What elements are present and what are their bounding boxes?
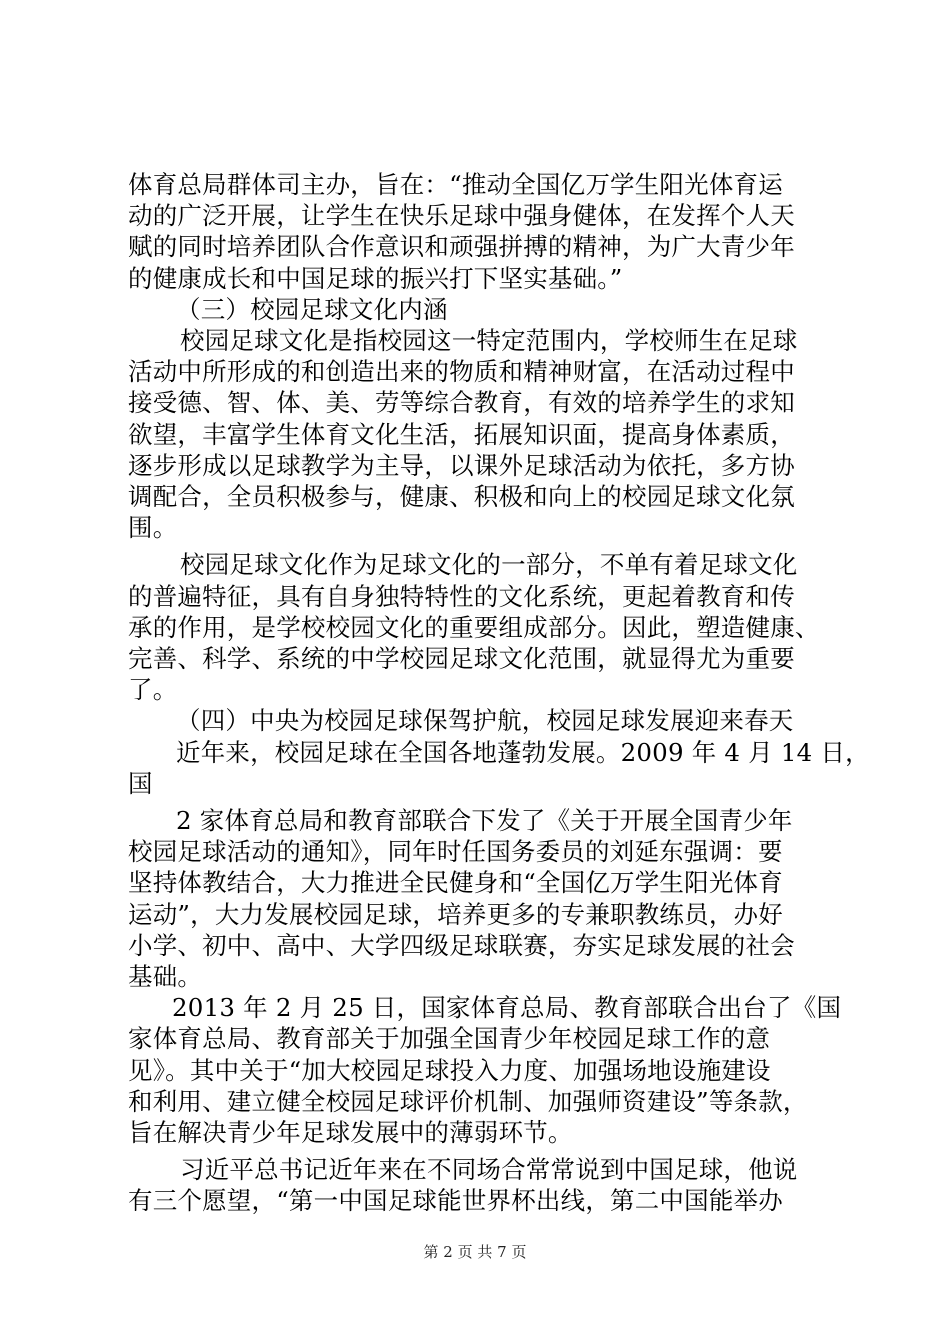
text-line: 坚持体教结合，大力推进全民健身和“全国亿万学生阳光体育 xyxy=(128,868,783,897)
text-line: 逐步形成以足球教学为主导，以课外足球活动为依托，多方协 xyxy=(128,451,795,480)
text-line: 接受德、智、体、美、劳等综合教育，有效的培养学生的求知 xyxy=(128,388,795,417)
text-line: 围。 xyxy=(128,513,178,542)
text-line: 2 家体育总局和教育部联合下发了《关于开展全国青少年 xyxy=(176,806,793,835)
text-line: 动的广泛开展，让学生在快乐足球中强身健体，在发挥个人天 xyxy=(128,201,795,230)
text-line: 活动中所形成的和创造出来的物质和精神财富，在活动过程中 xyxy=(128,357,795,386)
text-line: 国 xyxy=(128,769,153,798)
text-line: 了。 xyxy=(128,675,178,704)
text-line: 调配合，全员积极参与，健康、积极和向上的校园足球文化氛 xyxy=(128,482,795,511)
text-line: 习近平总书记近年来在不同场合常常说到中国足球，他说 xyxy=(180,1155,798,1184)
section-heading: （四）中央为校园足球保驾护航，校园足球发展迎来春天 xyxy=(176,706,794,735)
text-line: 小学、初中、高中、大学四级足球联赛，夯实足球发展的社会 xyxy=(128,931,795,960)
text-line: 校园足球文化作为足球文化的一部分，不单有着足球文化 xyxy=(180,550,798,579)
text-line: 旨在解决青少年足球发展中的薄弱环节。 xyxy=(128,1118,573,1147)
text-line: 承的作用，是学校校园文化的重要组成部分。因此，塑造健康、 xyxy=(128,613,820,642)
text-line: 近年来，校园足球在全国各地蓬勃发展。2009 年 4 月 14 日， xyxy=(176,738,870,767)
text-line: 完善、科学、系统的中学校园足球文化范围，就显得尤为重要 xyxy=(128,644,795,673)
text-line: 的健康成长和中国足球的振兴打下坚实基础。” xyxy=(128,264,623,293)
section-heading: （三）校园足球文化内涵 xyxy=(176,295,448,324)
text-line: 校园足球活动的通知》，同年时任国务委员的刘延东强调：要 xyxy=(128,837,783,866)
text-line: 2013 年 2 月 25 日，国家体育总局、教育部联合出台了《国 xyxy=(172,993,842,1022)
text-line: 校园足球文化是指校园这一特定范围内，学校师生在足球 xyxy=(180,326,798,355)
text-line: 见》。其中关于“加大校园足球投入力度、加强场地设施建设 xyxy=(128,1056,771,1085)
text-line: 家体育总局、教育部关于加强全国青少年校园足球工作的意 xyxy=(128,1024,771,1053)
text-line: 基础。 xyxy=(128,962,203,991)
text-line: 欲望，丰富学生体育文化生活，拓展知识面，提高身体素质， xyxy=(128,420,795,449)
text-line: 有三个愿望，“第一中国足球能世界杯出线，第二中国能举办 xyxy=(128,1186,783,1215)
text-line: 体育总局群体司主办，旨在：“推动全国亿万学生阳光体育运 xyxy=(128,170,783,199)
text-line: 的普遍特征，具有自身独特特性的文化系统，更起着教育和传 xyxy=(128,582,795,611)
text-line: 赋的同时培养团队合作意识和顽强拼搏的精神，为广大青少年 xyxy=(128,232,795,261)
text-line: 运动”，大力发展校园足球，培养更多的专兼职教练员，办好 xyxy=(128,900,783,929)
text-line: 和利用、建立健全校园足球评价机制、加强师资建设”等条款， xyxy=(128,1087,808,1116)
page-footer: 第 2 页 共 7 页 xyxy=(423,1243,527,1261)
